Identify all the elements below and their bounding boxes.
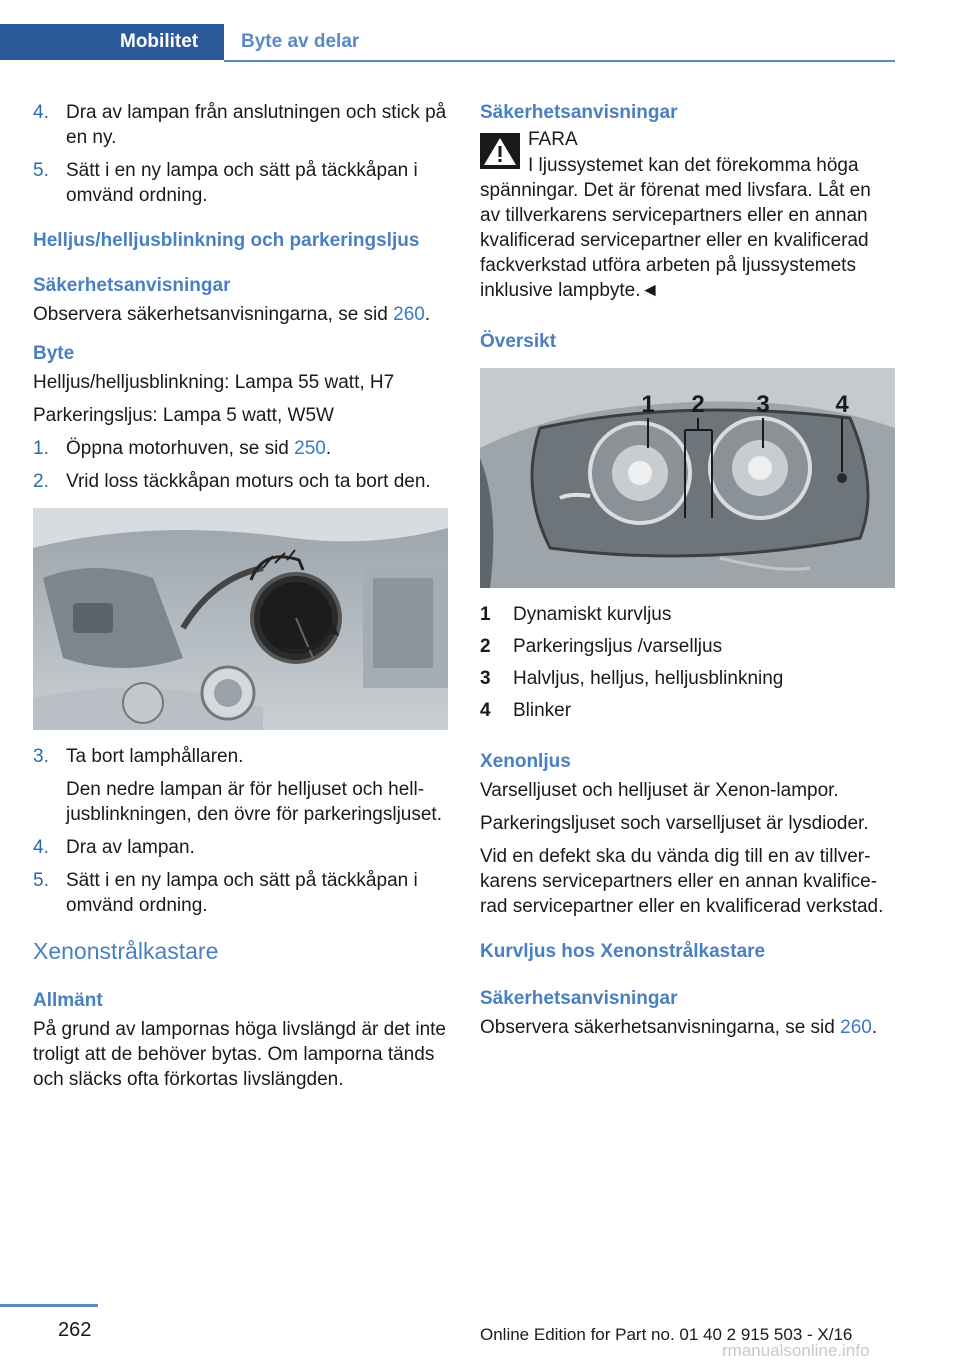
legend-item: [480, 634, 895, 659]
byte-line-1: Helljus/helljusblinkning: Lampa 55 watt, H7: [33, 372, 395, 393]
page-header: [0, 24, 895, 64]
step-text: Vrid loss täckkåpan moturs och ta bort den.: [66, 471, 431, 492]
headlight-illustration: [480, 368, 895, 588]
step-number: 1.: [33, 438, 49, 459]
watermark: rmanualsonline.info: [722, 1341, 870, 1360]
warning-title: FARA: [528, 129, 578, 150]
step-number: 4.: [33, 837, 49, 858]
xenon-paragraph-2: Parkeringsljuset soch varselljuset är lysdioder.: [480, 813, 869, 834]
list-item: [33, 469, 448, 494]
step-number: 5.: [33, 870, 49, 891]
legend-text: Halvljus, helljus, helljusblinkning: [513, 668, 784, 689]
danger-warning: [480, 127, 895, 177]
heading-safety: Säkerhetsanvisningar: [33, 275, 231, 296]
step-number: 4.: [33, 102, 49, 123]
legend-item: [480, 666, 895, 691]
xenon-paragraph-1: Varselljuset och helljuset är Xenon-lampor.: [480, 780, 839, 801]
heading-byte: Byte: [33, 343, 75, 364]
step-text: Dra av lampan från anslutningen och stick på en ny.: [66, 102, 447, 148]
list-item: [33, 744, 448, 827]
header-rule: [224, 60, 895, 62]
list-item: [33, 868, 448, 918]
page-link-260[interactable]: 260: [393, 304, 425, 325]
warning-text: I ljussystemet kan det förekomma höga spänningar. Det är förenat med livsfara. Låt en av tillverkarens servicepartners eller en annan kvalificerad servicepartner eller en kvalificerad fackverkstad utföra arbeten på ljussystemets inklusive lampbyte.◄: [480, 155, 871, 301]
step-number: 3.: [33, 746, 49, 767]
legend-item: [480, 602, 895, 627]
page-link-260[interactable]: 260: [840, 1017, 872, 1038]
step-text: Sätt i en ny lampa och sätt på täckkåpan i omvänd ordning.: [66, 870, 418, 916]
legend-text: Parkeringsljus /varselljus: [513, 636, 723, 657]
edition-text: Online Edition for Part no. 01 40 2 915 503 - X/16: [480, 1325, 853, 1344]
list-item: [33, 835, 448, 860]
step-number: 2.: [33, 471, 49, 492]
callout-label: 4: [835, 391, 849, 418]
heading-oversikt: Översikt: [480, 331, 557, 352]
heading-safety: Säkerhetsanvisningar: [480, 102, 678, 123]
heading-xenonljus: Xenonljus: [480, 751, 571, 772]
period: .: [871, 1017, 878, 1038]
period: .: [424, 304, 431, 325]
left-column: [33, 100, 448, 1100]
engine-bay-illustration: [33, 508, 448, 730]
list-item: [33, 100, 448, 150]
warning-triangle-icon: [480, 133, 520, 176]
legend-text: Dynamiskt kurvljus: [513, 604, 672, 625]
list-item: [33, 436, 448, 461]
heading-helljus: Helljus/helljusblinkning och parkeringsljus: [33, 230, 420, 251]
callout-label: 3: [756, 391, 770, 418]
section-tab-byte-av-delar: Byte av delar: [241, 31, 360, 52]
byte-line-2: Parkeringsljus: Lampa 5 watt, W5W: [33, 405, 334, 426]
page-number: 262: [58, 1319, 92, 1341]
step-text: Öppna motorhuven, se sid: [66, 438, 295, 459]
step-number: 5.: [33, 160, 49, 181]
allmant-paragraph: På grund av lampornas höga livslängd är det inte troligt att de behöver bytas. Om lamporna tänds och släcks ofta förkortas livslängden.: [33, 1019, 446, 1090]
right-column: [480, 100, 895, 1048]
step-text: Sätt i en ny lampa och sätt på täckkåpan i omvänd ordning.: [66, 160, 418, 206]
safety-text: Observera säkerhetsanvisningarna, se sid: [33, 304, 394, 325]
callout-label: 1: [641, 391, 655, 418]
callout-label: 2: [691, 391, 705, 418]
legend-number: 1: [480, 604, 491, 625]
step-text: Dra av lampan.: [66, 837, 195, 858]
heading-kurvljus: Kurvljus hos Xenonstrålkastare: [480, 941, 766, 962]
engine-bay-figure: [33, 508, 448, 730]
section-tab-mobilitet: Mobilitet: [0, 24, 224, 60]
safety-text: Observera säkerhetsanvisningarna, se sid: [480, 1017, 841, 1038]
page-link-250[interactable]: 250: [294, 438, 326, 459]
legend-number: 4: [480, 700, 491, 721]
legend-item: [480, 698, 895, 723]
step-subtext: Den nedre lampan är för helljuset och helljusblinkningen, den övre för parkeringsljuset.: [66, 779, 442, 825]
safety-paragraph-2: [480, 1015, 895, 1040]
legend-text: Blinker: [513, 700, 572, 721]
heading-allmant: Allmänt: [33, 990, 103, 1011]
headlight-figure: [480, 368, 895, 588]
heading-xenonstralkastare: Xenonstrålkastare: [33, 938, 219, 964]
list-item: [33, 158, 448, 208]
step-text: Ta bort lamphållaren.: [66, 746, 244, 767]
period: .: [325, 438, 332, 459]
safety-paragraph: [33, 302, 448, 327]
xenon-paragraph-3: Vid en defekt ska du vända dig till en av tillverkarens servicepartners eller en annan kvalificerad servicepartner eller en kvalificerad verkstad.: [480, 846, 884, 917]
legend-number: 3: [480, 668, 491, 689]
legend-number: 2: [480, 636, 491, 657]
footer-rule: [0, 1304, 98, 1307]
heading-safety-2: Säkerhetsanvisningar: [480, 988, 678, 1009]
